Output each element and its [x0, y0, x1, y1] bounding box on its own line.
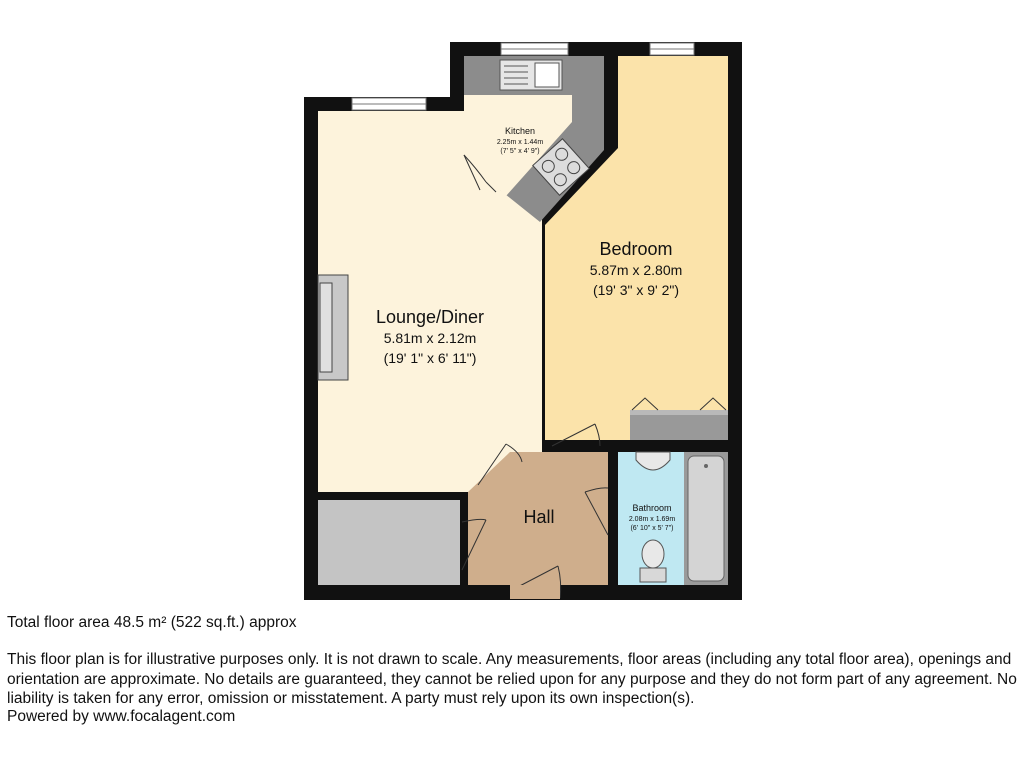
kitchen-metric: 2.25m x 1.44m — [496, 139, 544, 146]
window — [501, 43, 568, 55]
bathroom-name: Bathroom — [632, 503, 672, 513]
fireplace — [318, 275, 348, 380]
bathroom-imperial: (6' 10" x 5' 7") — [630, 525, 674, 532]
kitchen-imperial: (7' 5" x 4' 9") — [500, 148, 540, 155]
room-storage — [318, 500, 460, 585]
total-floor-area: Total floor area 48.5 m² (522 sq.ft.) approx — [7, 614, 297, 631]
bedroom-name: Bedroom — [599, 239, 673, 259]
lounge-imperial: (19' 1" x 6' 11") — [383, 350, 477, 366]
bedroom-metric: 5.87m x 2.80m — [589, 262, 683, 278]
bathroom-metric: 2.08m x 1.69m — [628, 516, 676, 523]
window — [650, 43, 694, 55]
lounge-metric: 5.81m x 2.12m — [383, 330, 477, 346]
kitchen-name: Kitchen — [504, 126, 536, 136]
bath-tub — [688, 456, 724, 581]
window — [352, 98, 426, 110]
entrance-threshold — [510, 585, 560, 599]
lounge-name: Lounge/Diner — [375, 307, 485, 327]
disclaimer-text: This floor plan is for illustrative purposes only. It is not drawn to scale. Any measurements, floor areas (including any total floor area), openings and orientation are approximate. No details are guaranteed, they cannot be relied upon for any purpose and they do not form part of any agreement. No liability is taken for any error, omission or misstatement. A party must rely upon its own inspection(s). — [7, 651, 1017, 707]
bathroom-toilet — [640, 540, 666, 582]
bedroom-imperial: (19' 3" x 9' 2") — [592, 282, 680, 298]
wardrobe-top — [630, 410, 728, 415]
sink-bowl — [535, 63, 559, 87]
powered-by-link[interactable]: Powered by www.focalagent.com — [7, 708, 236, 725]
hall-name: Hall — [523, 507, 555, 527]
